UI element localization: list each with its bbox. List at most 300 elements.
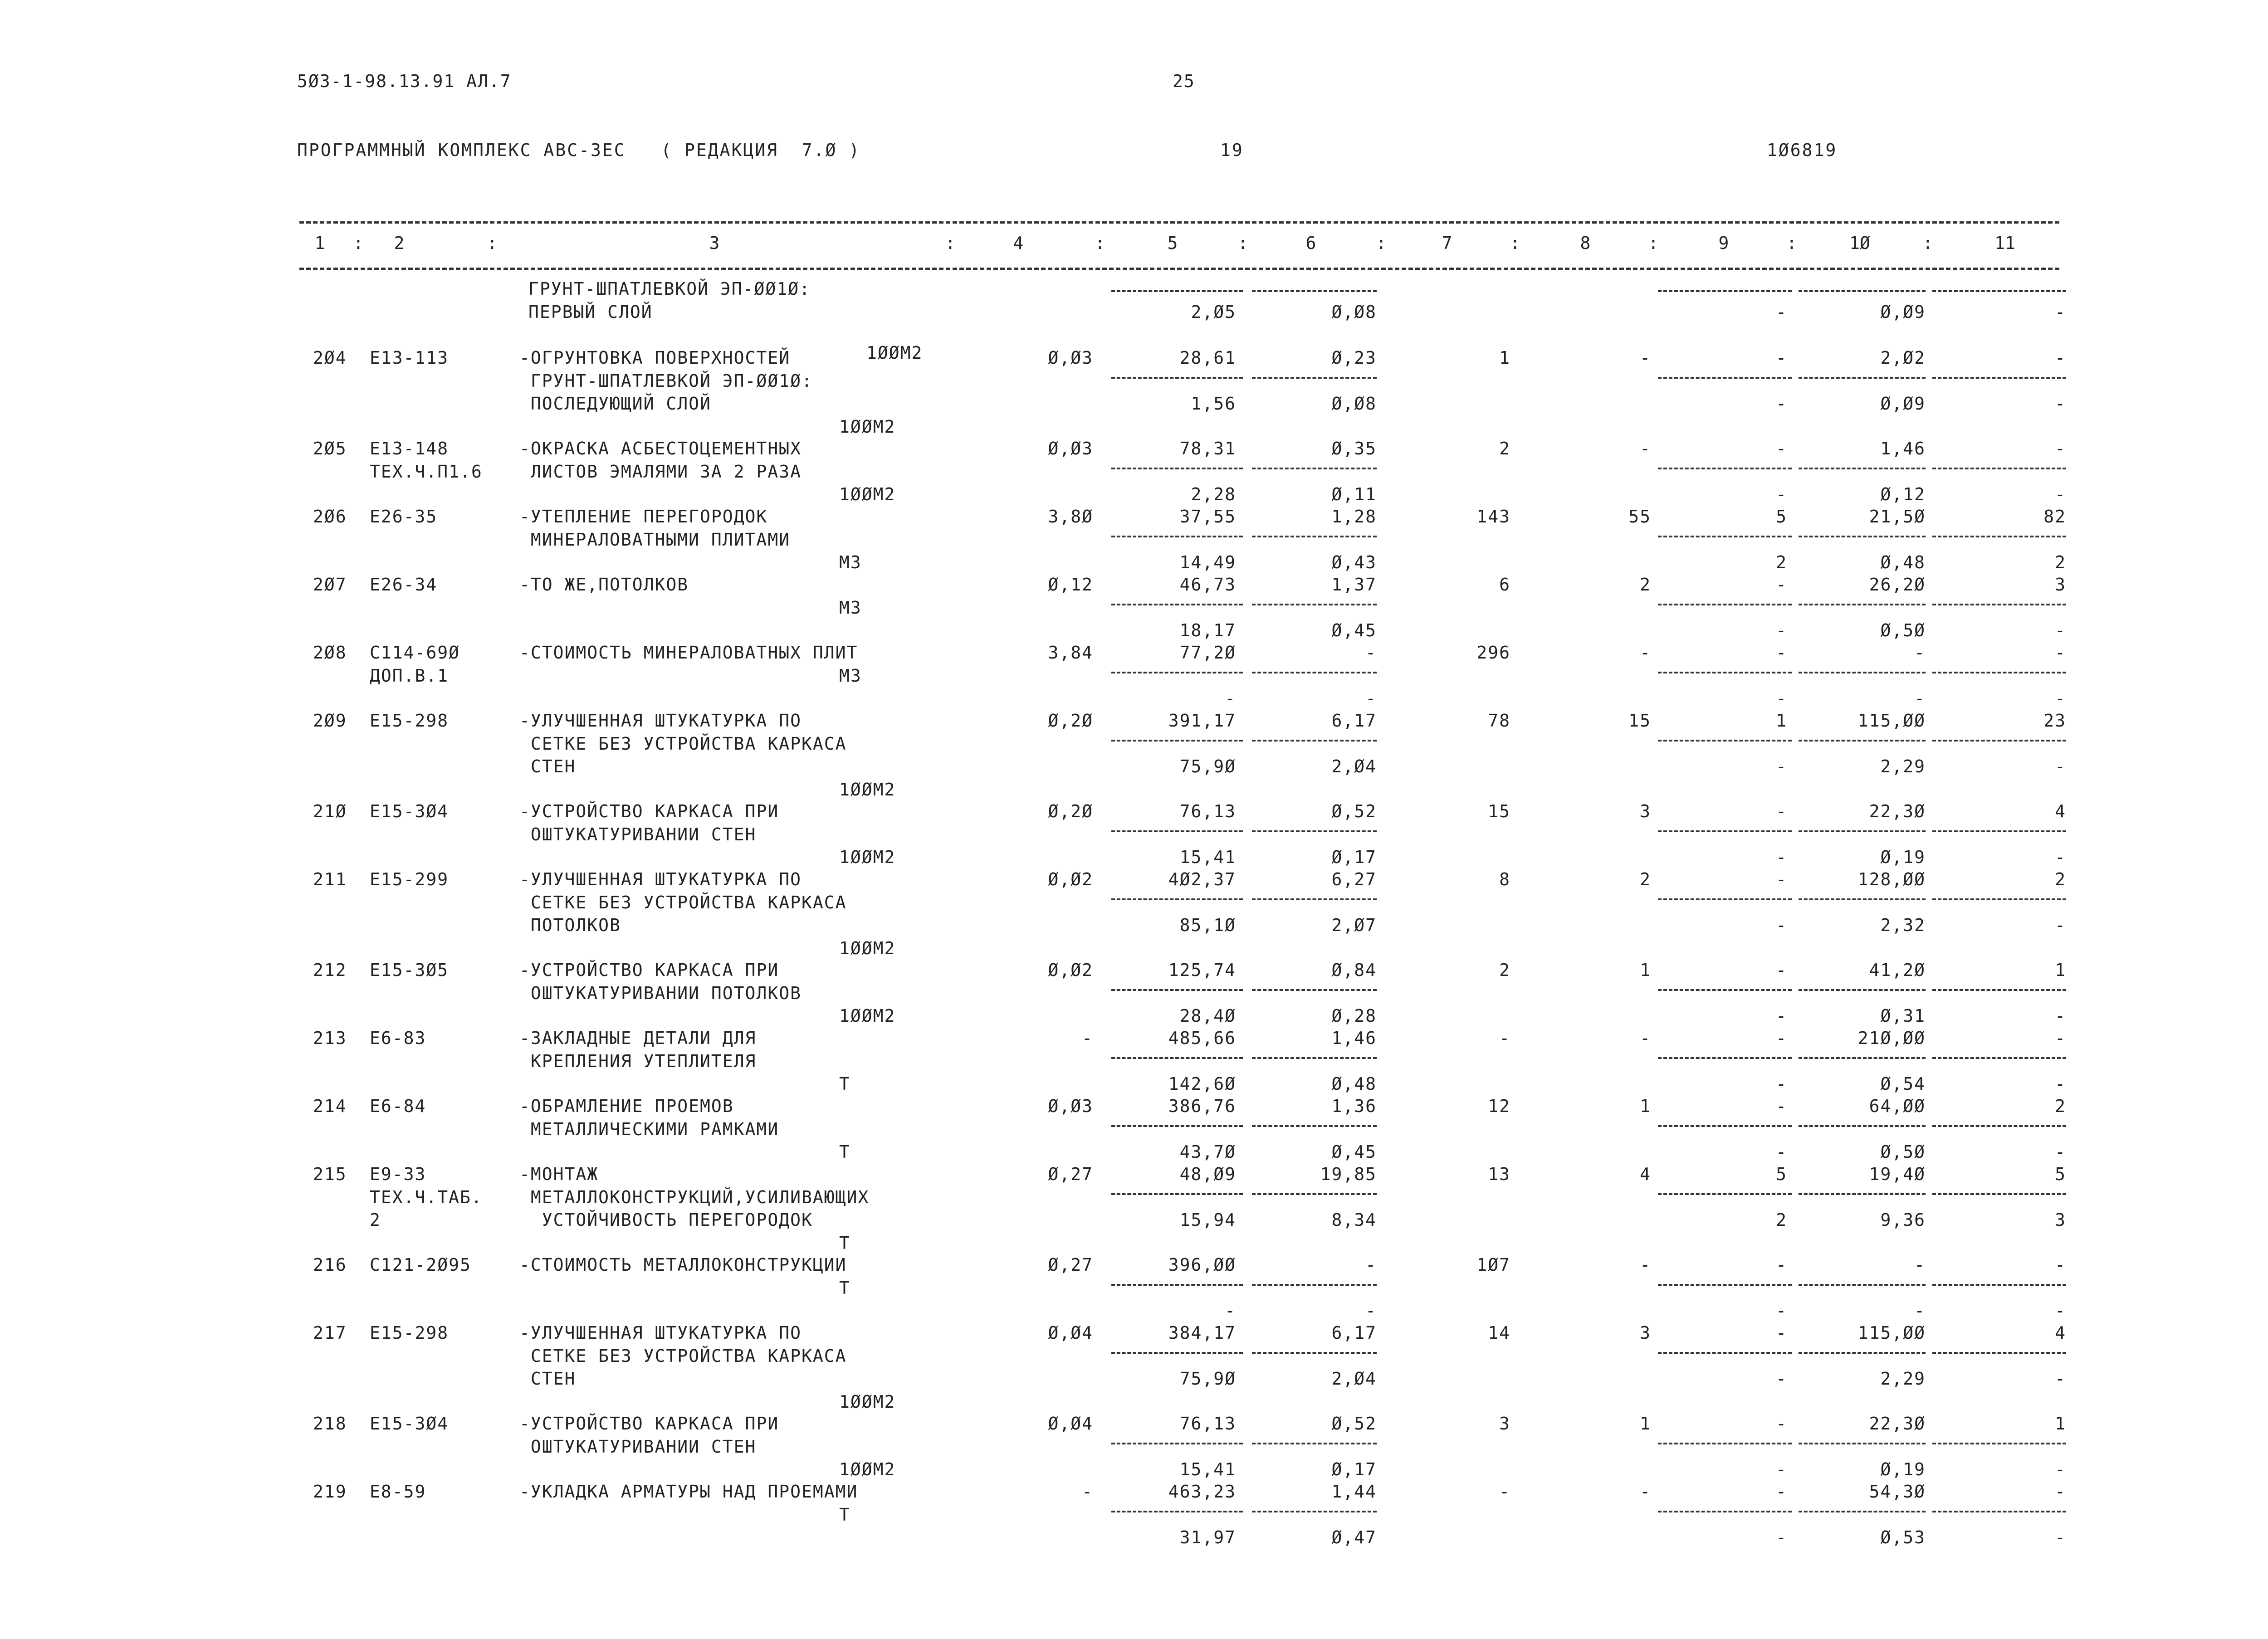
cell-col5: 463,23 <box>1168 1482 1236 1502</box>
cell-col7: - <box>1499 1028 1510 1048</box>
cell-col9-sub: - <box>1776 394 1787 414</box>
dash-line <box>1252 830 1377 832</box>
work-description: -СТОИМОСТЬ МИНЕРАЛОВАТНЫХ ПЛИТ <box>519 643 858 663</box>
rate-code: Е15-3Ø4 <box>370 801 449 821</box>
cell-col7: 2 <box>1499 960 1510 980</box>
cell-col9: - <box>1776 960 1787 980</box>
work-description: -УКЛАДКА АРМАТУРЫ НАД ПРОЕМАМИ <box>519 1482 858 1502</box>
cell-col11-sub: - <box>2055 847 2066 867</box>
cell-col11: 82 <box>2043 507 2066 527</box>
work-description: -ОГРУНТОВКА ПОВЕРХНОСТЕЙ <box>519 348 791 368</box>
cell-col10-sub: Ø,5Ø <box>1880 1142 1926 1162</box>
dash-line <box>1252 1511 1377 1512</box>
cell-col8: 2 <box>1640 869 1651 889</box>
cell-col9: - <box>1776 1028 1787 1048</box>
unit-of-measure: 1ØØМ2 <box>839 484 896 504</box>
cell-col11: 2 <box>2055 1096 2066 1116</box>
cell-col8: 3 <box>1640 1323 1651 1343</box>
cell-col10: - <box>1914 1255 1926 1275</box>
row-number: 2Ø6 <box>313 507 347 527</box>
cell-col8: - <box>1640 439 1651 459</box>
cell-col5-sub: 28,4Ø <box>1179 1006 1236 1026</box>
cell-col11-sub: - <box>2055 756 2066 776</box>
cell-col6: 6,17 <box>1331 1323 1377 1343</box>
cell-col6: 6,17 <box>1331 711 1377 731</box>
cell-col4: Ø,Ø2 <box>1048 869 1093 889</box>
cell-col11-sub: - <box>2055 1527 2066 1547</box>
row-number: 21Ø <box>313 801 347 821</box>
work-description: УСТОЙЧИВОСТЬ ПЕРЕГОРОДОК <box>519 1210 813 1230</box>
cell-col9: - <box>1776 575 1787 595</box>
cell-col6-sub: Ø,11 <box>1331 484 1377 504</box>
cell-col11-sub: - <box>2055 394 2066 414</box>
cell-col6-sub: Ø,17 <box>1331 847 1377 867</box>
row-number: 215 <box>313 1164 347 1184</box>
row-number: 213 <box>313 1028 347 1048</box>
column-separator: : <box>1237 233 1248 253</box>
cell-col10: 64,ØØ <box>1869 1096 1926 1116</box>
cell-col5: 391,17 <box>1168 711 1236 731</box>
cell-col11: 2 <box>2055 869 2066 889</box>
cell-col11-sub: - <box>2055 1369 2066 1389</box>
row-number: 217 <box>313 1323 347 1343</box>
rate-code: ТЕХ.Ч.ТАБ. <box>370 1187 483 1207</box>
cell-col11-sub: - <box>2055 302 2066 322</box>
dash-line <box>1932 1057 2066 1059</box>
work-description: -УСТРОЙСТВО КАРКАСА ПРИ <box>519 1414 779 1434</box>
cell-col7: 2 <box>1499 439 1510 459</box>
dash-line <box>1932 898 2066 900</box>
cell-col5: 46,73 <box>1179 575 1236 595</box>
cell-col8: 55 <box>1628 507 1651 527</box>
cell-col6: Ø,84 <box>1331 960 1377 980</box>
column-separator: : <box>1786 233 1797 253</box>
cell-col6-sub: 2,Ø4 <box>1331 756 1377 776</box>
rate-code: Е8-59 <box>370 1482 426 1502</box>
cell-col6: - <box>1365 643 1377 663</box>
row-number: 214 <box>313 1096 347 1116</box>
rate-code: ДОП.В.1 <box>370 665 449 686</box>
cell-col9-sub: - <box>1776 1142 1787 1162</box>
cell-col9-sub: 2 <box>1776 552 1787 572</box>
cell-col11: - <box>2055 439 2066 459</box>
row-number: 212 <box>313 960 347 980</box>
work-description: КРЕПЛЕНИЯ УТЕПЛИТЕЛЯ <box>519 1051 757 1071</box>
cell-col9: - <box>1776 439 1787 459</box>
continuation-description: ПЕРВЫЙ СЛОЙ <box>528 302 653 322</box>
work-description: ОШТУКАТУРИВАНИИ ПОТОЛКОВ <box>519 983 802 1003</box>
cell-col8: - <box>1640 1482 1651 1502</box>
unit-of-measure: Т <box>839 1074 850 1094</box>
cell-col5-sub: 85,1Ø <box>1179 915 1236 935</box>
cell-col5-sub: 142,6Ø <box>1168 1074 1236 1094</box>
dash-line <box>1658 740 1792 741</box>
cell-col6: Ø,52 <box>1331 1414 1377 1434</box>
cell-col9: - <box>1776 1096 1787 1116</box>
program-title: ПРОГРАММНЫЙ КОМПЛЕКС АВС-ЗЕС ( РЕДАКЦИЯ 7.Ø ) <box>297 140 861 160</box>
dash-line <box>1111 1284 1243 1286</box>
cell-col11: 23 <box>2043 711 2066 731</box>
dash-line <box>1932 740 2066 741</box>
dash-line <box>1932 1511 2066 1512</box>
unit-of-measure: Т <box>839 1233 850 1253</box>
dash-line <box>1932 1352 2066 1354</box>
rate-code: Е15-298 <box>370 1323 449 1343</box>
work-description: СЕТКЕ БЕЗ УСТРОЙСТВА КАРКАСА <box>519 1346 847 1366</box>
cell-col5: 4Ø2,37 <box>1168 869 1236 889</box>
cell-col10-sub: - <box>1914 688 1926 708</box>
cell-col6-sub: Ø,45 <box>1331 1142 1377 1162</box>
cell-col10: 2,Ø2 <box>1880 348 1926 368</box>
cell-col9: 5 <box>1776 507 1787 527</box>
column-separator: : <box>487 233 498 253</box>
cell-col9-sub: - <box>1776 1006 1787 1026</box>
cell-col4: Ø,2Ø <box>1048 801 1093 821</box>
cell-col5-sub: 75,9Ø <box>1179 756 1236 776</box>
dash-line <box>1799 989 1926 991</box>
unit-of-measure: 1ØØМ2 <box>839 1391 896 1412</box>
dash-line <box>1658 1284 1792 1286</box>
work-description: -МОНТАЖ <box>519 1164 599 1184</box>
row-number: 216 <box>313 1255 347 1275</box>
cell-col10-sub: Ø,19 <box>1880 847 1926 867</box>
dash-line <box>1252 1443 1377 1444</box>
column-separator: : <box>945 233 956 253</box>
unit-of-measure: 1ØØМ2 <box>839 847 896 867</box>
dash-line <box>1932 1443 2066 1444</box>
cell-col6: 1,28 <box>1331 507 1377 527</box>
work-description: -УТЕПЛЕНИЕ ПЕРЕГОРОДОК <box>519 507 768 527</box>
cell-col9-sub: - <box>1776 1074 1787 1094</box>
cell-col9: 1 <box>1776 711 1787 731</box>
dash-line <box>1658 672 1792 673</box>
column-separator: : <box>1648 233 1659 253</box>
cell-col11: 4 <box>2055 801 2066 821</box>
unit-of-measure: 1ØØМ2 <box>839 416 896 437</box>
dash-line <box>1799 604 1926 605</box>
cell-col11-sub: - <box>2055 1301 2066 1321</box>
cell-col6-sub: Ø,17 <box>1331 1459 1377 1479</box>
cell-col10-sub: Ø,Ø9 <box>1880 302 1926 322</box>
cell-col9-sub: - <box>1776 1301 1787 1321</box>
dash-line <box>1799 830 1926 832</box>
dash-line <box>1658 898 1792 900</box>
work-description: -ТО ЖЕ,ПОТОЛКОВ <box>519 575 689 595</box>
cell-col8: - <box>1640 643 1651 663</box>
dash-line <box>1799 1443 1926 1444</box>
cell-col9: - <box>1776 869 1787 889</box>
cell-col8: 1 <box>1640 1096 1651 1116</box>
cell-col9-sub: - <box>1776 302 1787 322</box>
row-number: 211 <box>313 869 347 889</box>
dash-line <box>1932 989 2066 991</box>
cell-col6-sub: Ø,Ø8 <box>1331 394 1377 414</box>
cell-col7: - <box>1499 1482 1510 1502</box>
dash-line <box>1111 604 1243 605</box>
dash-line <box>1658 1125 1792 1127</box>
work-description: МЕТАЛЛИЧЕСКИМИ РАМКАМИ <box>519 1119 779 1139</box>
dash-line <box>1799 1057 1926 1059</box>
cell-col9-sub: - <box>1776 847 1787 867</box>
cell-col5: 37,55 <box>1179 507 1236 527</box>
unit-of-measure: 1ØØМ2 <box>866 343 923 363</box>
dash-line <box>1932 1193 2066 1195</box>
work-description: СЕТКЕ БЕЗ УСТРОЙСТВА КАРКАСА <box>519 892 847 912</box>
rate-code: Е15-3Ø4 <box>370 1414 449 1434</box>
cell-col8: 4 <box>1640 1164 1651 1184</box>
cell-col8: 2 <box>1640 575 1651 595</box>
dash-line <box>1799 1284 1926 1286</box>
cell-col6: 1,36 <box>1331 1096 1377 1116</box>
cell-col6: Ø,35 <box>1331 439 1377 459</box>
dash-line <box>1111 536 1243 537</box>
cell-col9-sub: - <box>1776 1527 1787 1547</box>
dash-line <box>1252 740 1377 741</box>
cell-col10: 115,ØØ <box>1857 711 1926 731</box>
cell-col7: 3 <box>1499 1414 1510 1434</box>
cell-col5-sub: 15,41 <box>1179 847 1236 867</box>
cell-col9-sub: - <box>1776 484 1787 504</box>
cell-col11-sub: - <box>2055 1074 2066 1094</box>
column-header-7: 7 <box>1442 233 1452 253</box>
dash-line <box>1932 604 2066 605</box>
work-description: -УЛУЧШЕННАЯ ШТУКАТУРКА ПО <box>519 869 802 889</box>
dash-line <box>1111 1125 1243 1127</box>
cell-col11-sub: - <box>2055 1006 2066 1026</box>
cell-col5-sub: 1,56 <box>1191 394 1236 414</box>
cell-col5: 485,66 <box>1168 1028 1236 1048</box>
cell-col11: - <box>2055 1028 2066 1048</box>
cell-col4: Ø,2Ø <box>1048 711 1093 731</box>
cell-col9-sub: - <box>1776 620 1787 640</box>
rate-code: Е13-113 <box>370 348 449 368</box>
dash-line <box>1658 290 1792 292</box>
cell-col11-sub: - <box>2055 484 2066 504</box>
cell-col7: 143 <box>1476 507 1510 527</box>
cell-col10-sub: Ø,12 <box>1880 484 1926 504</box>
dash-line <box>1111 1193 1243 1195</box>
page-number: 25 <box>1173 71 1195 91</box>
cell-col10-sub: - <box>1914 1301 1926 1321</box>
cell-col9: - <box>1776 1414 1787 1434</box>
column-header-1: 1 <box>314 233 325 253</box>
cell-col6-sub: 2,Ø7 <box>1331 915 1377 935</box>
cell-col6-sub: Ø,28 <box>1331 1006 1377 1026</box>
work-description: МИНЕРАЛОВАТНЫМИ ПЛИТАМИ <box>519 529 791 550</box>
cell-col4: Ø,27 <box>1048 1164 1093 1184</box>
dash-line <box>1252 1284 1377 1286</box>
dash-line <box>1658 1057 1792 1059</box>
work-description: ОШТУКАТУРИВАНИИ СТЕН <box>519 824 757 844</box>
cell-col4: Ø,Ø3 <box>1048 1096 1093 1116</box>
cell-col7: 15 <box>1488 801 1510 821</box>
rate-code: Е15-298 <box>370 711 449 731</box>
dash-line <box>1932 290 2066 292</box>
dash-line <box>1111 830 1243 832</box>
cell-col6: 6,27 <box>1331 869 1377 889</box>
cell-col5: 384,17 <box>1168 1323 1236 1343</box>
cell-col8: 1 <box>1640 1414 1651 1434</box>
cell-col6-sub: 8,34 <box>1331 1210 1377 1230</box>
column-header-5: 5 <box>1167 233 1178 253</box>
cell-col5-sub: 2,Ø5 <box>1191 302 1236 322</box>
dash-line <box>1932 830 2066 832</box>
work-description: ПОСЛЕДУЮЩИЙ СЛОЙ <box>519 394 711 414</box>
cell-col7: 1Ø7 <box>1476 1255 1510 1275</box>
rate-code: Е6-83 <box>370 1028 426 1048</box>
cell-col9: - <box>1776 801 1787 821</box>
cell-col11: 1 <box>2055 1414 2066 1434</box>
unit-of-measure: 1ØØМ2 <box>839 779 896 800</box>
work-description: ГРУНТ-ШПАТЛЕВКОЙ ЭП-ØØ1Ø: <box>519 371 813 391</box>
cell-col6-sub: Ø,43 <box>1331 552 1377 572</box>
column-header-3: 3 <box>709 233 720 253</box>
cell-col10: 41,2Ø <box>1869 960 1926 980</box>
cell-col10: 22,3Ø <box>1869 801 1926 821</box>
cell-col10-sub: 2,32 <box>1880 915 1926 935</box>
row-number: 2Ø7 <box>313 575 347 595</box>
cell-col10-sub: 2,29 <box>1880 1369 1926 1389</box>
cell-col5-sub: 43,7Ø <box>1179 1142 1236 1162</box>
dash-line <box>1111 290 1243 292</box>
dash-line <box>1252 672 1377 673</box>
dash-line <box>1252 604 1377 605</box>
cell-col10: 54,3Ø <box>1869 1482 1926 1502</box>
cell-col10-sub: Ø,48 <box>1880 552 1926 572</box>
cell-col10: 115,ØØ <box>1857 1323 1926 1343</box>
dash-line <box>1799 1193 1926 1195</box>
cell-col8: 3 <box>1640 801 1651 821</box>
cell-col7: 14 <box>1488 1323 1510 1343</box>
dash-line <box>1932 1284 2066 1286</box>
header-rule-bottom <box>299 268 2059 270</box>
cell-col5: 386,76 <box>1168 1096 1236 1116</box>
dash-line <box>1799 377 1926 379</box>
column-separator: : <box>1922 233 1933 253</box>
cell-col6: 19,85 <box>1320 1164 1377 1184</box>
cell-col6-sub: - <box>1365 688 1377 708</box>
cell-col10: - <box>1914 643 1926 663</box>
cell-col10-sub: Ø,19 <box>1880 1459 1926 1479</box>
cell-col9: - <box>1776 1323 1787 1343</box>
dash-line <box>1658 536 1792 537</box>
cell-col9: - <box>1776 348 1787 368</box>
unit-of-measure: М3 <box>839 552 862 572</box>
work-description: ЛИСТОВ ЭМАЛЯМИ ЗА 2 РАЗА <box>519 461 802 482</box>
row-number: 2Ø5 <box>313 439 347 459</box>
dash-line <box>1799 898 1926 900</box>
cell-col10-sub: Ø,31 <box>1880 1006 1926 1026</box>
sheet-number: 19 <box>1220 140 1244 160</box>
cell-col11: 1 <box>2055 960 2066 980</box>
column-header-2: 2 <box>394 233 405 253</box>
dash-line <box>1932 377 2066 379</box>
document-code: 5Ø3-1-98.13.91 АЛ.7 <box>297 71 512 91</box>
dash-line <box>1111 672 1243 673</box>
column-header-8: 8 <box>1580 233 1591 253</box>
cell-col6-sub: Ø,45 <box>1331 620 1377 640</box>
cell-col10: 22,3Ø <box>1869 1414 1926 1434</box>
cell-col10-sub: Ø,Ø9 <box>1880 394 1926 414</box>
dash-line <box>1111 740 1243 741</box>
cell-col11: - <box>2055 1482 2066 1502</box>
cell-col7: 296 <box>1476 643 1510 663</box>
cell-col11: 3 <box>2055 575 2066 595</box>
cell-col10: 19,4Ø <box>1869 1164 1926 1184</box>
cell-col11-sub: - <box>2055 1459 2066 1479</box>
cell-col7: 1 <box>1499 348 1510 368</box>
work-description: -УСТРОЙСТВО КАРКАСА ПРИ <box>519 801 779 821</box>
cell-col9: 5 <box>1776 1164 1787 1184</box>
cell-col11: 5 <box>2055 1164 2066 1184</box>
rate-code: Е6-84 <box>370 1096 426 1116</box>
dash-line <box>1658 1193 1792 1195</box>
dash-line <box>1658 1352 1792 1354</box>
cell-col11-sub: - <box>2055 1142 2066 1162</box>
rate-code: Е15-299 <box>370 869 449 889</box>
cell-col7: 12 <box>1488 1096 1510 1116</box>
dash-line <box>1658 1443 1792 1444</box>
cell-col9-sub: 2 <box>1776 1210 1787 1230</box>
column-separator: : <box>1510 233 1520 253</box>
cell-col8: 1 <box>1640 960 1651 980</box>
dash-line <box>1799 468 1926 469</box>
column-separator: : <box>1376 233 1387 253</box>
cell-col5: 78,31 <box>1179 439 1236 459</box>
dash-line <box>1658 989 1792 991</box>
cell-col10-sub: 2,29 <box>1880 756 1926 776</box>
rate-code: Е26-35 <box>370 507 438 527</box>
dash-line <box>1111 377 1243 379</box>
cell-col8: - <box>1640 1028 1651 1048</box>
dash-line <box>1658 468 1792 469</box>
unit-of-measure: Т <box>839 1278 850 1298</box>
cell-col6: Ø,52 <box>1331 801 1377 821</box>
cell-col10-sub: Ø,54 <box>1880 1074 1926 1094</box>
work-description: ПОТОЛКОВ <box>519 915 621 935</box>
cell-col6: 1,37 <box>1331 575 1377 595</box>
cell-col9: - <box>1776 643 1787 663</box>
cell-col10-sub: Ø,5Ø <box>1880 620 1926 640</box>
cell-col4: - <box>1082 1482 1093 1502</box>
dash-line <box>1111 989 1243 991</box>
dash-line <box>1252 377 1377 379</box>
dash-line <box>1932 1125 2066 1127</box>
dash-line <box>1111 468 1243 469</box>
cell-col11-sub: - <box>2055 915 2066 935</box>
column-header-4: 4 <box>1013 233 1024 253</box>
cell-col5-sub: - <box>1225 1301 1236 1321</box>
cell-col5-sub: 18,17 <box>1179 620 1236 640</box>
dash-line <box>1111 1352 1243 1354</box>
dash-line <box>1799 672 1926 673</box>
work-description: -ОБРАМЛЕНИЕ ПРОЕМОВ <box>519 1096 734 1116</box>
work-description: -УЛУЧШЕННАЯ ШТУКАТУРКА ПО <box>519 711 802 731</box>
work-description: СТЕН <box>519 756 576 776</box>
dash-line <box>1111 1511 1243 1512</box>
cell-col5-sub: 75,9Ø <box>1179 1369 1236 1389</box>
row-number: 219 <box>313 1482 347 1502</box>
dash-line <box>1111 1057 1243 1059</box>
unit-of-measure: 1ØØМ2 <box>839 1006 896 1026</box>
header-rule-top <box>299 221 2059 224</box>
cell-col11: - <box>2055 643 2066 663</box>
row-number: 2Ø8 <box>313 643 347 663</box>
cell-col4: Ø,Ø2 <box>1048 960 1093 980</box>
dash-line <box>1111 1443 1243 1444</box>
cell-col6-sub: Ø,48 <box>1331 1074 1377 1094</box>
cell-col6-sub: Ø,47 <box>1331 1527 1377 1547</box>
